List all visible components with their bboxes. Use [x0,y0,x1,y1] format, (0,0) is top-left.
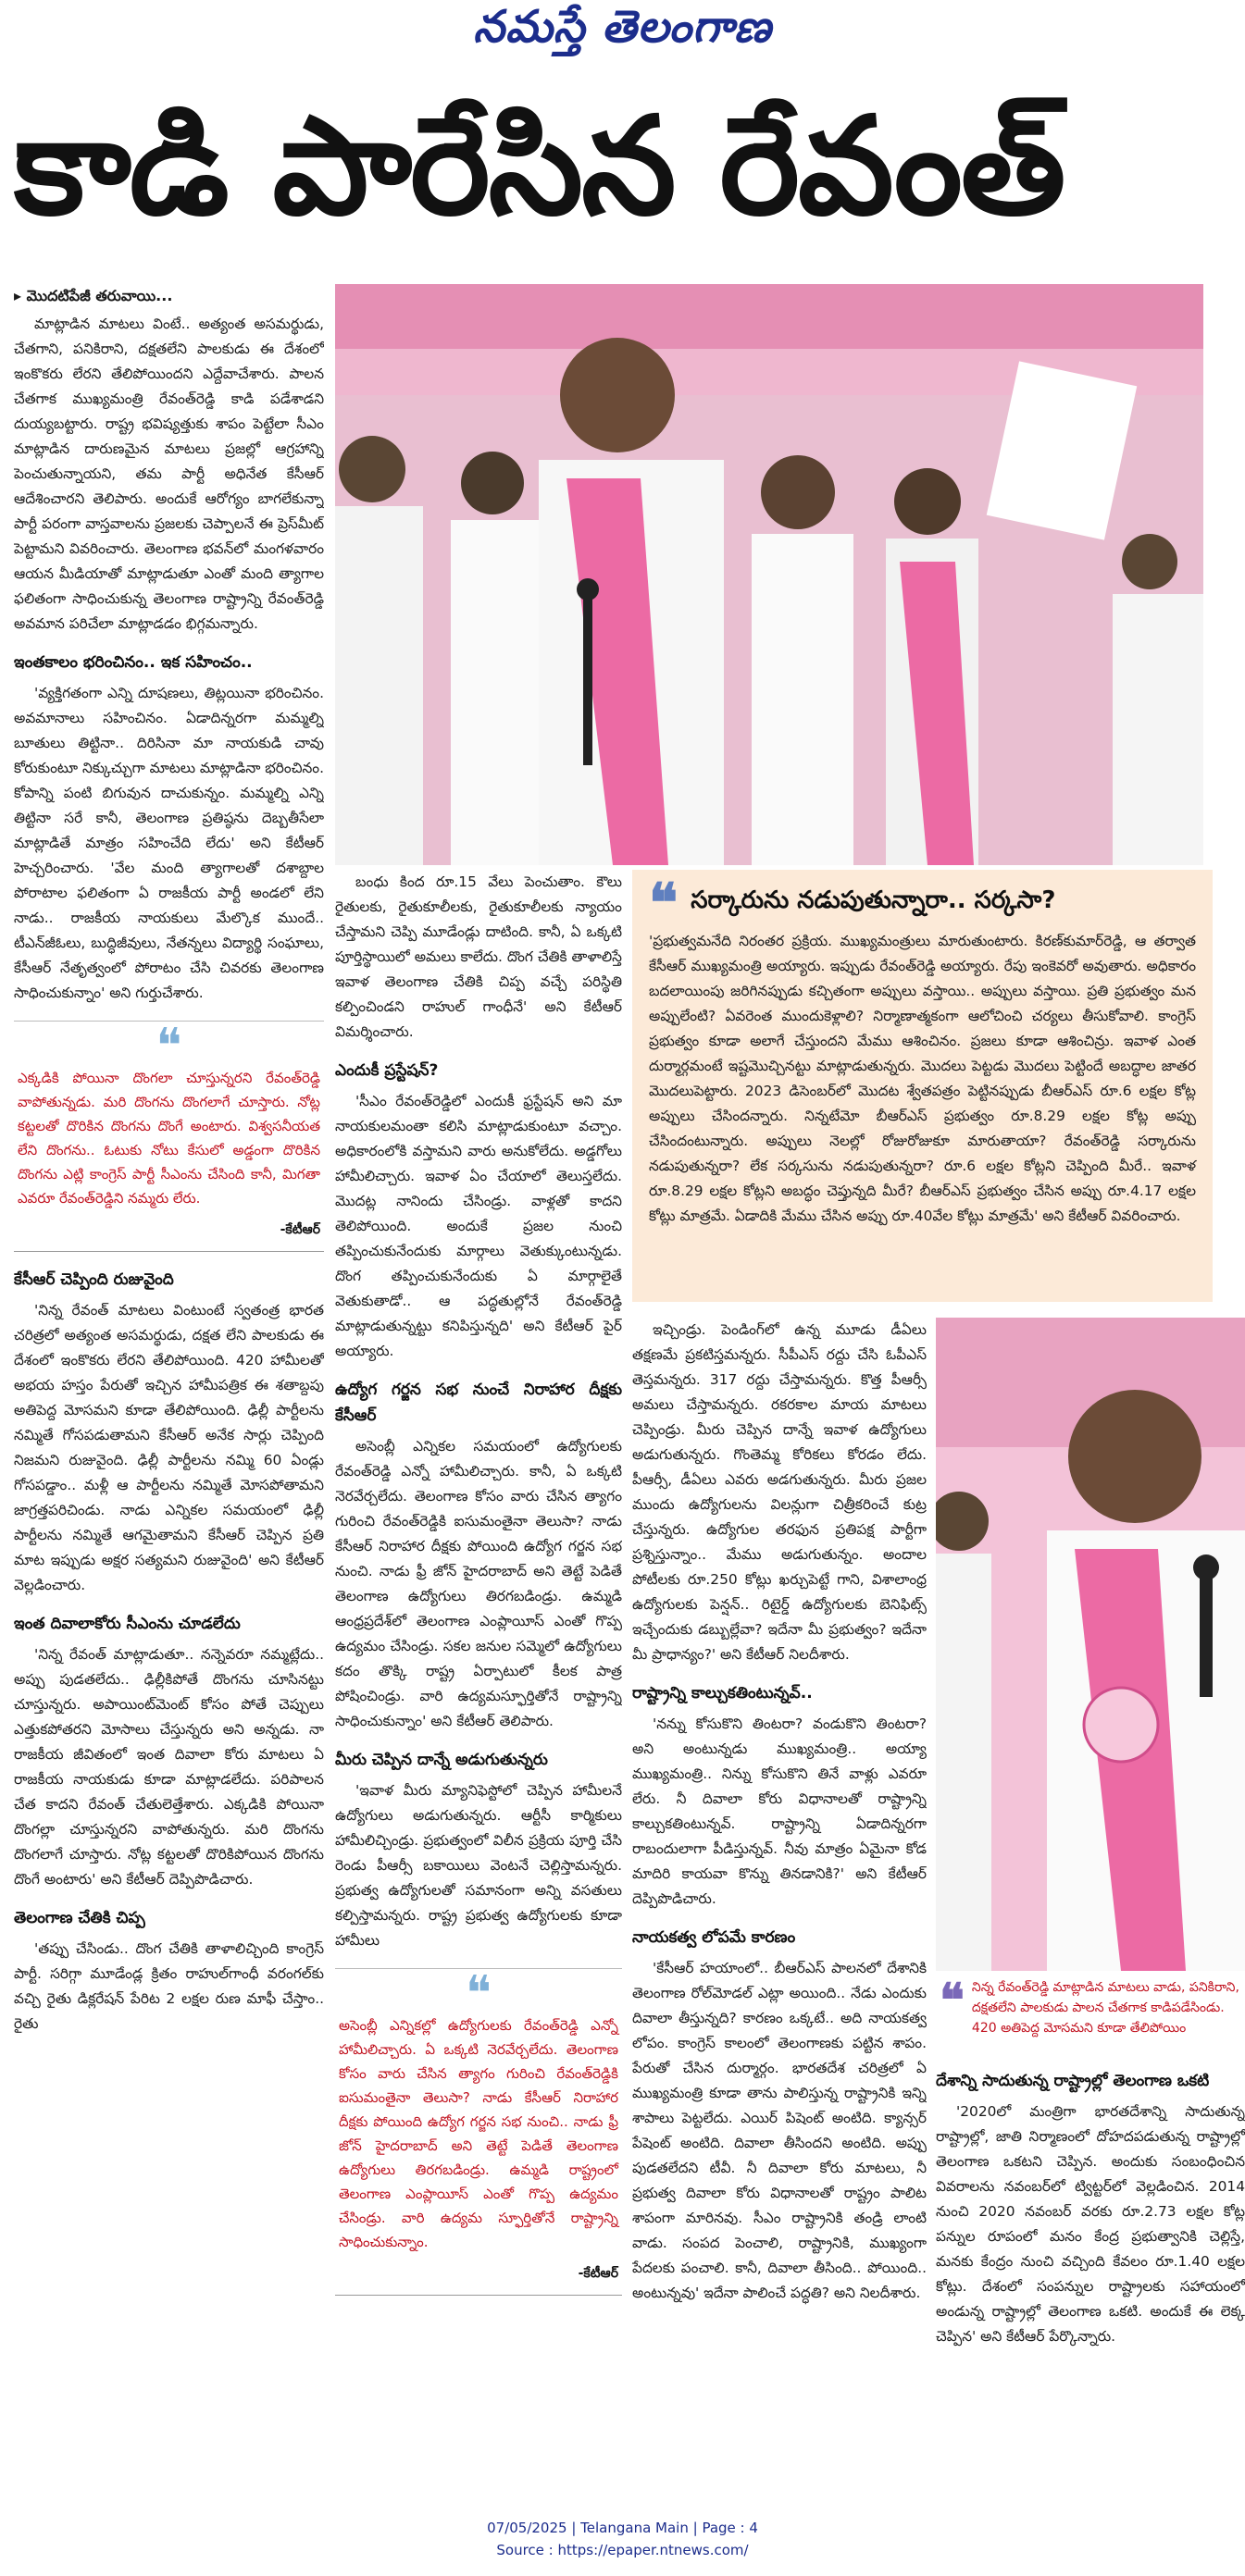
footer-source[interactable]: Source : https://epaper.ntnews.com/ [496,2542,749,2558]
footer-edition: 07/05/2025 | Telangana Main | Page : 4 [487,2520,758,2536]
secondary-photo-illustration [936,1318,1245,1971]
masthead-title: నమస్తే తెలంగాణ [473,1,772,53]
pull-quote-1-signature: -కేటీఆర్ [280,1222,320,1237]
col1-paragraph-5: 'తప్పు చేసిండు.. దొంగ చేతికి తాళాలిచ్చింది కాంగ్రెస్ పార్టీ. సరిగ్గా మూడేండ్ల క్రితం రాహుల్‌గాంధీ వరంగల్‌కు వచ్చి రైతు డిక్లరేషన్ పేరిట 2 లక్షల రుణ మాఫీ చేస్తాం.. రైతు [14,1940,324,2032]
col1-subhead-3: ఇంత దివాలాకోరు సీఎంను చూడలేదు [14,1615,241,1633]
quote-icon: ❝ [649,872,679,935]
highlight-box-title: సర్కారును నడుపుతున్నారా.. సర్కసా? [691,886,1056,914]
col2-paragraph-3: అసెంబ్లీ ఎన్నికల సమయంలో ఉద్యోగులకు రేవంత్‌రెడ్డి ఎన్నో హామీలిచ్చారు. కానీ, ఏ ఒక్కటి నెరవేర్చలేదు. తెలంగాణ కోసం వారు చేసిన త్యాగం గురించి రేవంత్‌రెడ్డికి ఐసుమంతైనా తెలుసా? నాడు కేసీఆర్ నిరాహార దీక్షకు పోయింది ఉద్యోగ గర్జన సభ నుంచి. నాడు ఫ్రీ జోన్ హైదరాబాద్ అని తెట్టే పెడితే తెలంగాణ ఉద్యోగులు తిరగబడిండ్రు. ఉమ్మడి ఆంధ్రప్రదేశ్‌లో తెలంగాణ ఎంప్లాయీస్ ఎంతో గొప్ప ఉద్యమం చేసిండ్రు. సకల జనుల సమ్మెలో ఉద్యోగులు కదం తొక్కి రాష్ట్ర ఏర్పాటులో కీలక పాత్ర పోషించిండ్రు. వారి ఉద్యమస్ఫూర్తితోనే రాష్ట్రాన్ని సాధించుకున్నాం' అని కేటీఆర్ తెలిపారు. [335,1438,622,1729]
highlight-box-body: 'ప్రభుత్వమనేది నిరంతర ప్రక్రియ. ముఖ్యమంత్రులు మారుతుంటారు. కిరణ్‌కుమార్‌రెడ్డి, ఆ తర్వాత కేసీఆర్ ముఖ్యమంత్రి అయ్యారు. ఇప్పుడు రేవంత్‌రెడ్డి అయ్యారు. రేపు ఇంకెవరో అవుతారు. అధికారం బదలాయింపు జరిగినప్పుడు కచ్చితంగా అప్పులు వస్తాయి.. అప్పులు వస్తాయి. ప్రతి ప్రభుత్వం మన అప్పులేంటి? ఏవరెంత ముందుకెళ్లాలి? నిర్మాణాత్మకంగా ఆలోచించి చర్యలు తీసుకోవాలి. కాంగ్రెస్ ప్రభుత్వం కూడా అలాగే చేస్తుందని మేము ఆశించినం. ప్రజలు కూడా ఆశించిన్రు. ఇవాళ ఎంత దుర్మార్గమంటే ఇష్టమొచ్చినట్టు మాట్లాడుతున్నరు. మొదలు పెట్టడు మొదలు పెట్టిందే అబద్ధాల జాతర మొదలుపెట్టారు. 2023 డిసెంబర్‌లో మొదట శ్వేతపత్రం పెట్టినప్పుడు బీఆర్‌ఎస్ రూ.6 లక్షల కోట్ల అప్పులు చేసిందన్నారు. నిన్నటేమో బీఆర్‌ఎస్ ప్రభుత్వం రూ.8.29 లక్షల కోట్ల అప్పు చేసిందంటున్నారు. అప్పులు నెలల్లో రోజురోజుకూ మారుతాయా? రేవంత్‌రెడ్డి సర్కారును నడుపుతున్నరా? లేక సర్కసును నడుపుతున్నరా? రూ.6 లక్షల కోట్లని చెప్పింది మీరే.. ఇవాళ రూ.8.29 లక్షల కోట్లని అబద్ధం చెప్తున్నది మీరే? బీఆర్‌ఎస్ ప్రభుత్వం చేసిన అప్పు రూ.4.17 లక్షల కోట్లు మాత్రమే. ఏడాదికి మేము చేసిన అప్పు రూ.40వేల కోట్లు మాత్రమే' అని కేటీఆర్ వివరించారు. [649,933,1196,1224]
col2-paragraph-1: బంధు కింద రూ.15 వేలు పెంచుతాం. కౌలు రైతులకు, రైతుకూలీలకు, రైతుకూలీలకు న్యాయం చేస్తామని చెప్పి మూడేండ్లు దాటింది. కానీ, ఏ ఒక్కటి పూర్తిస్థాయిలో అమలు కాలేదు. దొంగ చేతికి తాళాలిస్తే ఇవాళ తెలంగాణ చేతికి చిప్ప వచ్చే పరిస్థితి కల్పించిండని రాహుల్ గాంధీనే' అని కేటీఆర్ విమర్శించారు. [335,873,622,1040]
highlight-box-header [649,872,1196,935]
main-photo [335,284,1203,865]
continuation-kicker: ▸ మొదటిపేజీ తరువాయి... [14,287,173,304]
col1-paragraph-2: 'వ్యక్తిగతంగా ఎన్ని దూషణలు, తిట్లయినా భరించినం. అవమానాలు సహించినం. ఏడాదిన్నరగా మమ్మల్ని బూతులు తిట్టినా.. దిరిసినా మా నాయకుడి చావు కోరుకుంటూ నిక్కుచ్చుగా మాటలు మాట్లాడినా భరించినం. కోపాన్ని పంటి బిగువున దాచుకున్నం. మమ్మల్ని ఎన్ని తిట్టినా సరే కానీ, తెలంగాణ ప్రతిష్ఠను దెబ్బతీసేలా మాట్లాడితే మాత్రం సహించేది లేదు' అని కేటీఆర్ హెచ్చరించారు. 'వేల మంది త్యాగాలతో దశాబ్దాల పోరాటాల ఫలితంగా ఏ రాజకీయ పార్టీ అండలో లేని నాడు.. రాజకీయ నాయకులు మేల్కొక ముందే.. టీఎన్‌జీఓలు, బుద్ధిజీవులు, నేతన్నలు విద్యార్థి సంఘాలు, కేసీఆర్ నేతృత్వంలో పోరాటం చేసి చివరకు తెలంగాణ సాధించుకున్నాం' అని గుర్తుచేశారు. [14,685,324,1001]
photo-caption [936,1974,1245,2057]
pull-quote-2-signature: -కేటీఆర్ [578,2266,618,2281]
quote-icon: ❝ [466,1966,492,2022]
col1-subhead-1: ఇంతకాలం భరించినం.. ఇక సహించం.. [14,653,253,672]
col2-subhead-2: ఉద్యోగ గర్జన సభ నుంచే నిరాహార దీక్షకు కేసీఆర్ [335,1381,622,1425]
col1-paragraph-1: మాట్లాడిన మాటలు వింటే.. అత్యంత అసమర్థుడు, చేతగాని, పనికిరాని, దక్షతలేని పాలకుడు ఈ దేశంలో ఇంకొకరు లేరని తేలిపోయిందని ఎద్దేవాచేశారు. పాలన చేతగాక ముఖ్యమంత్రి రేవంత్‌రెడ్డి కాడి పడేశాడని దుయ్యబట్టారు. రాష్ట్ర భవిష్యత్తుకు శాపం పెట్టేలా సీఎం మాట్లాడిన దారుణమైన మాటలు ప్రజల్లో ఆగ్రహాన్ని పెంచుతున్నాయని, తమ పార్టీ అధినేత కేసీఆర్ ఆదేశించారని తెలిపారు. అందుకే ఆరోగ్యం బాగలేకున్నా పార్టీ పరంగా వాస్తవాలను ప్రజలకు చెప్పాలనే ఈ ప్రెస్‌మీట్ పెట్టామని వివరించారు. తెలంగాణ భవన్‌లో మంగళవారం ఆయన మీడియాతో మాట్లాడుతూ ఎంతో మంది త్యాగాల ఫలితంగా సాధించుకున్న తెలంగాణ రాష్ట్రాన్ని రేవంత్‌రెడ్డి అవమాన పరిచేలా మాట్లాడడం భిగ్గమన్నారు. [14,316,324,632]
secondary-photo [936,1318,1245,1971]
continuation-kicker-text: మొదటిపేజీ తరువాయి... [26,287,173,304]
column-2 [335,870,622,2508]
headline: కాడి పారేసిన రేవంత్ [14,88,1064,245]
pull-quote-1 [14,1021,324,1252]
column-4 [936,2068,1245,2503]
col1-paragraph-4: 'నిన్న రేవంత్ మాట్లాడుతూ.. నన్నెవరూ నమ్మట్లేదు.. అప్పు పుడతలేదు.. ఢిల్లీకిపోతే దొంగను చూసినట్టు చూస్తున్నరు. అపాయింట్‌మెంట్ కోసం పోతే చెప్పులు ఎత్తుకపోతరని మోసాలు చేస్తున్నరు అని అన్నడు. నా రాజకీయ జీవితంలో ఇంత దివాలా కోరు మాటలు ఏ రాజకీయ నాయకుడు కూడా మాట్లాడలేదు. పరిపాలన చేత కాదని రేవంత్ చేతులెత్తేశారు. ఎక్కడికి పోయినా దొంగల్లా చూస్తున్నరని వాపోతున్నరు. మరి దొంగను దొంగలాగే చూస్తారు. నోట్ల కట్టలతో దొరికిపోయిన దొంగను దొంగే అంటారు' అని కేటీఆర్ దెప్పిపొడిచారు. [14,1646,324,1888]
col3-paragraph-1: ఇచ్చిండ్రు. పెండింగ్‌లో ఉన్న మూడు డీఏలు తక్షణమే ప్రకటిస్తమన్నరు. సీపీఎస్ రద్దు చేసి ఓపీఎస్ తెస్తమన్నరు. 317 రద్దు చేస్తామన్నరు. కొత్త పీఆర్సీ అమలు చేస్తామన్నరు. రకరకాల మాయ మాటలు చెప్పిండ్రు. మీరు చెప్పిన దాన్నే ఇవాళ ఉద్యోగులు అడుగుతున్నరు. గొంతెమ్మ కోరికలు కోరడం లేదు. పీఆర్సీ, డీఏలు ఎవరు అడగుతున్నరు. మీరు ప్రజల ముందు ఉద్యోగులను విలన్లుగా చిత్రీకరించే కుట్ర చేస్తున్నరు. ఉద్యోగుల తరఫున ప్రతిపక్ష పార్టీగా ప్రశ్నిస్తున్నాం.. మేము అడుగుతున్నం. అందాల పోటీలకు రూ.250 కోట్లు ఖర్చుపెట్టే గాని, విశాలాంధ్ర ఉద్యోగులకు పెన్షన్.. రిటైర్డ్ ఉద్యోగులకు బెనిఫిట్స్ ఇచ్చేందుకు డబ్బుల్లేవా? ఇదేనా మీ ప్రభుత్వం? ఇదేనా మీ ప్రాధాన్యం?' అని కేటీఆర్ నిలదీశారు. [632,1321,927,1663]
column-3 [632,1318,927,2502]
col3-subhead-1: రాష్ట్రాన్ని కాల్చుకతింటున్నవ్.. [632,1684,813,1703]
col2-subhead-3: మీరు చెప్పిన దాన్నే అడుగుతున్నరు [335,1751,548,1769]
pull-quote-1-text: ఎక్కడికి పోయినా దొంగలా చూస్తున్నరని రేవంత్‌రెడ్డి వాపోతున్నడు. మరి దొంగను దొంగలాగే చూస్తారు. నోట్ల కట్టలతో దొరికిన దొంగను దొంగే అంటారు. విశ్వసనీయత లేని దొంగను.. ఓటుకు నోటు కేసులో అడ్డంగా దొరికిన దొంగను ఎట్లి కాంగ్రెస్ పార్టీ సీఎంను చేసింది కానీ, మిగతా ఎవరూ రేవంత్‌రెడ్డిని నమ్మరు లేరు. [18,1070,320,1207]
quote-icon: ❝ [156,1019,182,1074]
main-photo-illustration [335,284,1203,865]
col2-paragraph-2: 'సీఎం రేవంత్‌రెడ్డిలో ఎందుకీ ఫ్రస్టేషన్ అని మా నాయకులమంతా కలిసి మాట్లాడుకుంటూ వచ్చాం. అధికారంలోకి వస్తామని వారు అనుకోలేదు. అడ్డగోలు హామీలిచ్చారు. ఇవాళ ఏం చేయాలో తెలుస్తలేదు. మొదట్ల నానిందు చేసిండ్రు. వాళ్లతో కాదని తెలిపోయింది. అందుకే ప్రజల నుంచి తప్పించుకునేందుకు మార్గాలు వెతుక్కుంటున్నడు. దొంగ తప్పించుకునేందుకు ఏ మార్గాలైతే వెతుకుతాడో.. ఆ పద్ధతుల్లోనే రేవంత్‌రెడ్డి మాట్లాడుతున్నట్టు కనిపిస్తున్నది' అని కేటీఆర్ పైర్ అయ్యారు. [335,1093,622,1359]
col2-paragraph-4: 'ఇవాళ మీరు మ్యానిఫెస్టోలో చెప్పిన హామీలనే ఉద్యోగులు అడుగుతున్నరు. ఆర్టీసీ కార్మికులు హామీలిచ్చిండ్రు. ప్రభుత్వంలో విలీన ప్రక్రియ పూర్తి చేసి రెండు పీఆర్సీ బకాయిలు వెంటనే చెల్లిస్తామన్నరు. ప్రభుత్వ ఉద్యోగులతో సమానంగా అన్ని వసతులు కల్పిస్తామన్నరు. రాష్ట్ర ప్రభుత్వ ఉద్యోగులకు కూడా హామీలు [335,1782,622,1949]
col4-subhead-1: దేశాన్ని సాదుతున్న రాష్ట్రాల్లో తెలంగాణ ఒకటి [936,2072,1210,2090]
column-1 [14,284,324,2505]
col1-subhead-2: కేసీఆర్ చెప్పింది రుజువైంది [14,1270,174,1289]
col1-paragraph-3: 'నిన్న రేవంత్ మాటలు వింటుంటే స్వతంత్ర భారత చరిత్రలో అత్యంత అసమర్థుడు, దక్షత లేని పాలకుడు ఈ దేశంలో ఇంకొకరు లేరని తేలిపోయింది. 420 హామీలతో అభయ హస్తం పేరుతో ఇచ్చిన హామీపత్రిక ఈ శతాబ్దపు అతిపెద్ద మోసమని కూడా తేలిపోయింది. ఢిల్లీ పార్టీలను నమ్మితే గోసపడుతామని కేసీఆర్ అనేక సార్లు చెప్పింది నిజమని రుజువైంది. ఢిల్లీ పార్టీలను నమ్మి 60 ఏండ్లు గోసపడ్డాం.. మళ్లీ ఆ పార్టీలను నమ్మితే మోసపోతామని జాగ్రత్తపరిచిండు. నాడు ఎన్నికల సమయంలో ఢిల్లీ పార్టీలను నమ్మితే ఆగమైతామని కేసీఆర్ చెప్పిన ప్రతి మాట ఇప్పుడు అక్షర సత్యమని రుజువైంది' అని కేటీఆర్ వెల్లడించారు. [14,1302,324,1593]
col1-subhead-4: తెలంగాణ చేతికి చిప్ప [14,1909,145,1927]
photo-caption-text: నిన్న రేవంత్‌రెడ్డి మాట్లాడిన మాటలు వాడు, పనికిరాని, దక్షతలేని పాలకుడు పాలన చేతగాక కాడిపడేసిండు. 420 అతిపెద్ద మోసమని కూడా తేలిపోయిం [971,1980,1239,2036]
pull-quote-2 [335,1968,622,2296]
footer [0,2517,1245,2563]
masthead [0,0,1245,65]
col4-paragraph-1: '2020లో మంత్రిగా భారతదేశాన్ని సాదుతున్న రాష్ట్రాల్లో, జాతి నిర్మాణంలో దోహదపడుతున్న రాష్ట్రాల్లో తెలంగాణ ఒకటని చెప్పిన. అందుకు సంబంధించిన వివరాలను నవంబర్‌లో ట్విట్టర్‌లో వెల్లడించిన. 2014 నుంచి 2020 నవంబర్ వరకు రూ.2.73 లక్షల కోట్ల పన్నుల రూపంలో మనం కేంద్ర ప్రభుత్వానికి చెల్లిస్తే, మనకు కేంద్రం నుంచి వచ్చింది కేవలం రూ.1.40 లక్షల కోట్లు. దేశంలో సంపన్నుల రాష్ట్రాలకు సహాయంలో అండున్న రాష్ట్రాల్లో తెలంగాణ ఒకటి. అందుకే ఈ లెక్క చెప్పిన' అని కేటీఆర్ పేర్కొన్నారు. [936,2103,1245,2345]
quote-icon: ❝ [940,1973,965,2027]
col3-paragraph-2: 'నన్ను కోసుకొని తింటరా? వండుకొని తింటరా? అని అంటున్నడు ముఖ్యమంత్రి.. అయ్యా ముఖ్యమంత్రి.. నిన్ను కోసుకొని తినే వాళ్లు ఎవరూ లేరు. నీ దివాలా కోరు విధానాలతో రాష్ట్రాన్ని కాల్చుకతింటున్నవ్. రాష్ట్రాన్ని ఏడాదిన్నరగా రాబందులాగా పీడిస్తున్నవ్. నీవు మాత్రం ఏమైనా కోడ మాదిరి కాయవా కొన్ను తినడానికి?' అని కేటీఆర్ దెప్పిపొడిచారు. [632,1715,927,1907]
col2-subhead-1: ఎందుకీ ప్రస్టేషన్? [335,1061,439,1080]
highlight-box [632,870,1213,1302]
pull-quote-2-text: అసెంబ్లీ ఎన్నికల్లో ఉద్యోగులకు రేవంత్‌రెడ్డి ఎన్నో హామీలిచ్చారు. ఏ ఒక్కటి నెరవేర్చలేదు. తెలంగాణ కోసం వారు చేసిన త్యాగం గురించి రేవంత్‌రెడ్డికి ఐసుమంతైనా తెలుసా? నాడు కేసీఆర్ నిరాహార దీక్షకు పోయింది ఉద్యోగ గర్జన సభ నుంచి.. నాడు ఫ్రీ జోన్ హైదరాబాద్ అని తెట్టే పెడితే తెలంగాణ ఉద్యోగులు తిరగబడిండ్రు. ఉమ్మడి రాష్ట్రంలో తెలంగాణ ఎంప్లాయీస్ ఎంతో గొప్ప ఉద్యమం చేసిండ్రు. వారి ఉద్యమ స్ఫూర్తితోనే రాష్ట్రాన్ని సాధించుకున్నాం. [339,2017,618,2250]
col3-paragraph-3: 'కేసీఆర్ హయాంలో.. బీఆర్‌ఎస్ పాలనలో దేశానికి తెలంగాణ రోల్‌మోడల్ ఎట్లా అయింది.. నేడు ఎందుకు దివాలా తీస్తున్నది? కారణం ఒక్కటే.. అది నాయకత్వ లోపం. కాంగ్రెస్ కాలంలో తెలంగాణకు పట్టిన శాపం. పేరుతో చేసిన దుర్మార్గం. భారతదేశ చరిత్రలో ఏ ముఖ్యమంత్రి కూడా తాను పాలిస్తున్న రాష్ట్రానికి ఇన్ని శాపాలు పెట్టలేదు. ఎయిర్ పిషెంట్ అంటిది. క్యాన్సర్ పేషెంట్ అంటిది. దివాలా తీసిందని అంటిది. అప్పు పుడతలేదని టీవీ. నీ దివాలా కోరు మాటలు, నీ ప్రభుత్వ దివాలా కోరు విధానాలతో రాష్ట్రం పాలిట శాపంగా మారినవు. సీఎం రాష్ట్రానికి తండ్రి లాంటి వాడు. సంపద పెంచాలి, రాష్ట్రానికి, ముఖ్యంగా పేదలకు పంచాలి. కానీ, దివాలా తీసింది.. పోయింది.. అంటున్నవు' ఇదేనా పాలించే పద్ధతి? అని నిలదీశారు. [632,1960,927,2301]
col3-subhead-2: నాయకత్వ లోపమే కారణం [632,1928,796,1947]
